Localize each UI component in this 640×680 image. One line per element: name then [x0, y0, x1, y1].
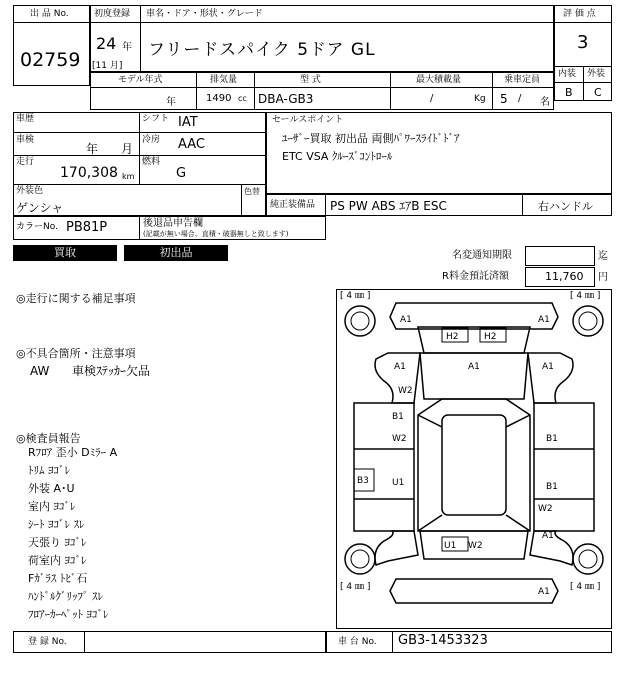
lot-number: 02759 [20, 49, 81, 71]
mileage-value: 170,308 [60, 165, 118, 181]
max-load-unit: Kg [474, 94, 486, 104]
recycle-value: 11,760 [545, 270, 584, 283]
tire-front-left [345, 306, 375, 336]
car-diagram [336, 289, 612, 629]
color-no-value: PB81P [66, 220, 108, 235]
name-change-label: 名変通知期限 [452, 250, 512, 261]
capacity-unit: 名 [540, 97, 550, 108]
sales-point-label: セールスポイント [272, 115, 344, 125]
defects-title: ◎不具合箇所・注意事項 [16, 347, 136, 360]
aircon-value: AAC [178, 137, 205, 152]
recycle-label: R料金預託済額 [442, 271, 509, 282]
sales-point-line2: ETC VSA ｸﾙｰｽﾞｺﾝﾄﾛｰﾙ [282, 150, 393, 163]
color-no-label: カラーNo. [16, 222, 58, 232]
mark-rear-w2: W2 [538, 504, 553, 514]
car-name: フリードスパイク 5ドア GL [148, 40, 376, 60]
capacity-label: 乗車定員 [504, 75, 541, 85]
buy-badge: 買取 [13, 245, 117, 261]
recycle-unit: 円 [598, 272, 608, 283]
name-change-box [525, 246, 595, 266]
color-change-label: 色替 [244, 187, 260, 196]
defect-item: AW [30, 364, 50, 378]
supplement-title: ◎走行に関する補足事項 [16, 292, 136, 305]
max-load-label: 最大積載量 [416, 75, 462, 85]
grade-value: 3 [577, 32, 589, 53]
sales-point-line1: ﾕｰｻﾞｰ買取 初出品 両側ﾊﾟﾜｰｽﾗｲﾄﾞﾄﾞｱ [282, 132, 460, 145]
mark-front-a1-right: A1 [538, 315, 550, 325]
inspector-item: Rﾌﾛｱ 歪小 Dﾐﾗｰ A [28, 446, 118, 459]
mark-rear-bumper-a1: A1 [538, 587, 550, 597]
mileage-label: 走行 [16, 157, 35, 167]
mark-left-rear-u1: U1 [392, 478, 405, 488]
windshield [420, 353, 528, 399]
mark-trunk-w2: W2 [468, 541, 483, 551]
interior-grade: B [565, 86, 573, 99]
tire-tag-rear-right: [ 4 ㎜ ] [570, 582, 601, 592]
inspection-year-unit: 年 [86, 142, 99, 156]
aircon-label: 冷房 [142, 135, 161, 145]
first-listing-badge: 初出品 [124, 245, 228, 261]
left-body [354, 403, 414, 531]
inspector-item: ﾄﾘﾑ ﾖｺﾞﾚ [28, 464, 70, 477]
mark-left-fender-a1: A1 [394, 362, 406, 372]
mark-left-fender-w2: W2 [398, 386, 413, 396]
name-change-unit: 迄 [598, 251, 608, 262]
mark-rear-a1: A1 [542, 531, 554, 541]
first-reg-label: 初度登録 [94, 9, 131, 19]
mileage-unit: km [122, 172, 135, 181]
mark-front-a1-left: A1 [400, 315, 412, 325]
inspector-title: ◎検査員報告 [16, 432, 81, 445]
first-reg-month: [11 月] [92, 61, 123, 71]
inspector-item: 荷室内 ﾖｺﾞﾚ [28, 554, 87, 567]
tire-tag-front-right: [ 4 ㎜ ] [570, 291, 601, 301]
capacity-sep: / [518, 93, 522, 104]
mark-right-fender-a1: A1 [542, 362, 554, 372]
fuel-label: 燃料 [142, 157, 161, 167]
after-note: (記載が無い場合、直積・破器無しと致します) [143, 230, 289, 238]
mark-left-door-w2: W2 [392, 434, 407, 444]
mark-trunk-u1: U1 [444, 541, 457, 551]
inspector-item: 天張り ﾖｺﾞﾚ [28, 536, 87, 549]
car-name-label: 車名・ドア・形状・グレード [146, 9, 263, 19]
displacement-value: 1490 [206, 93, 232, 104]
color-label: 外装色 [16, 186, 44, 196]
first-reg-year: 24 [96, 34, 117, 53]
mark-hood-h2-left: H2 [446, 332, 459, 342]
inspection-month-unit: 月 [121, 142, 134, 156]
left-rear-fender [375, 531, 418, 565]
shift-value: IAT [178, 115, 198, 130]
inspector-item: ﾊﾝﾄﾞﾙｸﾞﾘｯﾌﾟ ｽﾚ [28, 590, 103, 603]
capacity-value: 5 [500, 92, 508, 106]
chassis-number: GB3-1453323 [398, 633, 488, 648]
inspection-label: 車検 [16, 135, 35, 145]
front-bumper [390, 303, 558, 329]
tire-front-right [573, 306, 603, 336]
model-year-label: モデル年式 [118, 75, 163, 85]
mark-right-door-b1: B1 [546, 434, 558, 444]
exterior-label: 外装 [587, 69, 606, 79]
interior-label: 内装 [558, 69, 577, 79]
hood [418, 327, 530, 353]
rear-bumper [390, 579, 558, 603]
tire-tag-front-left: [ 4 ㎜ ] [340, 291, 371, 301]
roof [442, 415, 506, 515]
right-front-fender [528, 353, 573, 403]
history-label: 車歴 [16, 114, 35, 124]
fuel-value: G [176, 166, 187, 181]
mark-right-door-b1-low: B1 [546, 482, 558, 492]
grade-label: 評 価 点 [563, 9, 596, 19]
tire-tag-rear-left: [ 4 ㎜ ] [340, 582, 371, 592]
mark-left-door-b1: B1 [392, 412, 404, 422]
shift-label: シフト [142, 114, 170, 124]
cabin [418, 399, 530, 531]
displacement-unit: cc [238, 94, 247, 103]
color-value: ゲンシャ [16, 201, 64, 215]
model-year-unit: 年 [166, 97, 176, 108]
lot-label: 出 品 No. [30, 9, 69, 19]
registration-label: 登 録 No. [28, 637, 67, 647]
exterior-grade: C [594, 86, 602, 99]
inspector-item: ｼｰﾄ ﾖｺﾞﾚ ｽﾚ [28, 518, 85, 531]
steering-value: 右ハンドル [538, 200, 593, 213]
chassis-label: 車 台 No. [338, 637, 377, 647]
inspector-item: 外装 A･U [28, 482, 75, 495]
model-value: DBA-GB3 [258, 92, 314, 106]
inspector-item: ﾌﾛｱｰｶｰﾍﾟｯﾄ ﾖｺﾞﾚ [28, 608, 109, 621]
equipment-value: PS PW ABS ｴｱB ESC [330, 199, 447, 213]
mark-hood-h2-right: H2 [484, 332, 497, 342]
model-label: 型 式 [300, 75, 321, 85]
mark-rear-b3: B3 [357, 476, 369, 486]
equipment-label: 純正装備品 [270, 200, 316, 210]
after-label: 後退品申告欄 [143, 218, 203, 229]
mark-roof-a1: A1 [468, 362, 480, 372]
tire-rear-left [345, 544, 375, 574]
inspector-item: 室内 ﾖｺﾞﾚ [28, 500, 76, 513]
max-load-value: / [430, 93, 434, 104]
year-unit: 年 [122, 42, 132, 53]
inspector-item: Fｶﾞﾗｽ ﾄﾋﾞ石 [28, 572, 88, 585]
displacement-label: 排気量 [210, 75, 238, 85]
defect-text: 車検ｽﾃｯｶｰ欠品 [72, 364, 151, 378]
tire-rear-right [573, 544, 603, 574]
